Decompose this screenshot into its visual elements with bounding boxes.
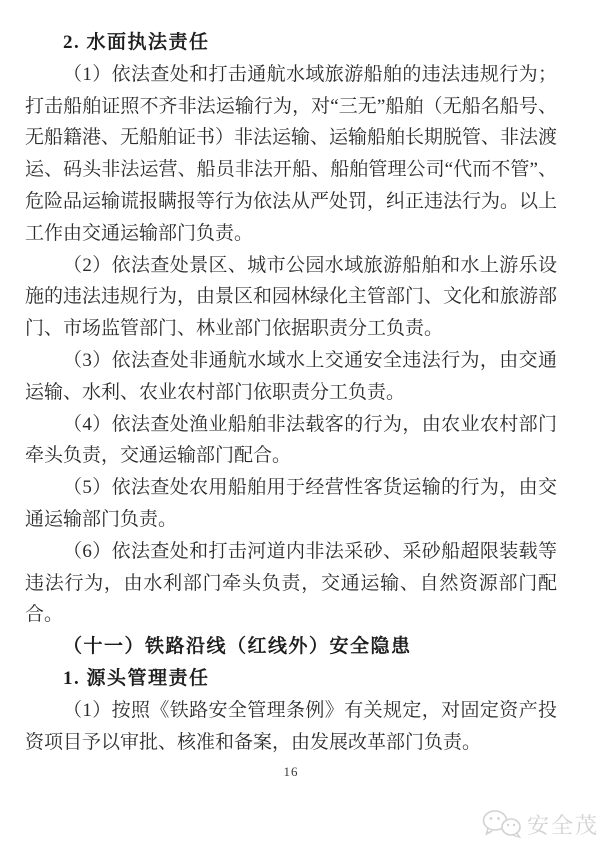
heading-water-surface-enforcement: 2. 水面执法责任 (63, 32, 210, 53)
heading-source-management: 1. 源头管理责任 (63, 667, 210, 689)
paragraph-water-item-4: （4）依法查处渔业船舶非法载客的行为，由农业农村部门牵头负责，交通运输部门配合。 (25, 413, 557, 467)
document-content (25, 27, 557, 758)
page-number: 16 (283, 764, 299, 779)
paragraph-railway-item-1: （1）按照《铁路安全管理条例》有关规定，对固定资产投资项目予以审批、核准和备案，由发展改革部门负责。 (25, 699, 557, 753)
paragraph-water-item-5: （5）依法查处农用船舶用于经营性客货运输的行为，由交通运输部门负责。 (25, 477, 557, 530)
paragraph-water-item-6: （6）依法查处和打击河道内非法采砂、采砂船超限装载等违法行为，由水利部门牵头负责，交通运输、自然资源部门配合。 (25, 540, 557, 626)
paragraph-water-item-3: （3）依法查处非通航水域水上交通安全违法行为，由交通运输、水利、农业农村部门依职责分工负责。 (25, 349, 557, 403)
wechat-logo-icon (481, 808, 523, 840)
heading-railway-redline-hazards: （十一）铁路沿线（红线外）安全隐患 (63, 636, 412, 658)
paragraph-water-item-1: （1）依法查处和打击通航水域旅游船舶的违法违规行为；打击船舶证照不齐非法运输行为，对“三无”船舶（无船名船号、无船籍港、无船舶证书）非法运输、运输船舶长期脱管、非法渡运、码头非法运营、船员非法开船、船舶管理公司“代而不管”、危险品运输谎报瞒报等行为依法从严处罚，纠正违法行为。以上工作由交通运输部门负责。 (25, 63, 558, 244)
brand-name: 安全茂 (526, 812, 599, 838)
footer-watermark (481, 808, 599, 840)
paragraph-water-item-2: （2）依法查处景区、城市公园水域旅游船舶和水上游乐设施的违法违规行为，由景区和园林绿化主管部门、文化和旅游部门、市场监管部门、林业部门依据职责分工负责。 (25, 254, 558, 340)
